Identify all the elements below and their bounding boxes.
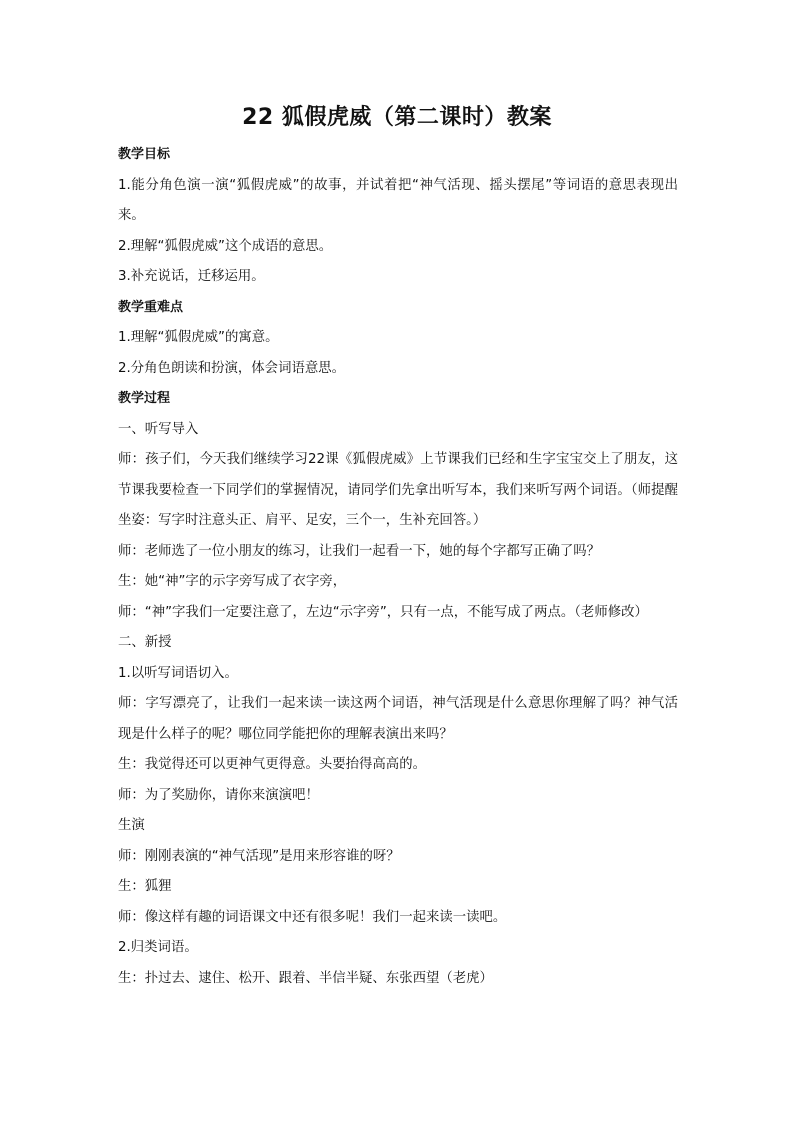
paragraph: 师：字写漂亮了，让我们一起来读一读这两个词语，神气活现是什么意思你理解了吗？神气活现是什么样子的呢？哪位同学能把你的理解表演出来吗？ bbox=[118, 696, 678, 742]
paragraph: 2.归类词语。 bbox=[118, 940, 198, 955]
paragraph: 一、听写导入 bbox=[118, 421, 199, 437]
paragraph: 师：像这样有趣的词语课文中还有很多呢！我们一起来读一读吧。 bbox=[118, 909, 507, 925]
paragraph: 1.能分角色演一演“狐假虎威”的故事，并试着把“神气活现、摇头摆尾”等词语的意思表现出来。 bbox=[118, 177, 678, 223]
section-heading: 教学过程 bbox=[118, 391, 171, 406]
paragraph: 3.补充说话，迁移运用。 bbox=[118, 269, 265, 284]
paragraph: 生：扑过去、逮住、松开、跟着、半信半疑、东张西望（老虎） bbox=[118, 970, 493, 986]
paragraph: 2.分角色朗读和扮演，体会词语意思。 bbox=[118, 360, 346, 376]
section-heading: 教学目标 bbox=[118, 147, 171, 162]
section-heading: 教学重难点 bbox=[118, 299, 184, 315]
paragraph: 生：狐狸 bbox=[118, 879, 172, 894]
paragraph: 生：我觉得还可以更神气更得意。头要抬得高高的。 bbox=[118, 757, 426, 772]
paragraph: 生演 bbox=[118, 818, 145, 833]
paragraph: 1.以听写词语切入。 bbox=[118, 665, 238, 681]
paragraph: 师：“神”字我们一定要注意了，左边“示字旁”，只有一点，不能写成了两点。（老师修改） bbox=[118, 604, 648, 620]
document-body bbox=[118, 140, 678, 994]
paragraph: 师：刚刚表演的“神气活现”是用来形容谁的呀？ bbox=[118, 848, 400, 864]
paragraph: 1.理解“狐假虎威”的寓意。 bbox=[118, 330, 279, 345]
paragraph: 师：孩子们，今天我们继续学习22课《狐假虎威》上节课我们已经和生字宝宝交上了朋友，这节课我要检查一下同学们的掌握情况，请同学们先拿出听写本，我们来听写两个词语。（师提醒坐姿：写字时注意头正、肩平、足安，三个一，生补充回答。） bbox=[118, 452, 678, 528]
document-title: 22 狐假虎威（第二课时）教案 bbox=[242, 105, 552, 130]
paragraph: 生：她“神”字的示字旁写成了衣字旁， bbox=[118, 574, 347, 589]
paragraph: 2.理解“狐假虎威”这个成语的意思。 bbox=[118, 238, 333, 254]
paragraph: 二、新授 bbox=[118, 635, 172, 650]
paragraph: 师：为了奖励你，请你来演演吧！ bbox=[118, 787, 319, 803]
paragraph: 师：老师选了一位小朋友的练习，让我们一起看一下，她的每个字都写正确了吗？ bbox=[118, 543, 601, 559]
